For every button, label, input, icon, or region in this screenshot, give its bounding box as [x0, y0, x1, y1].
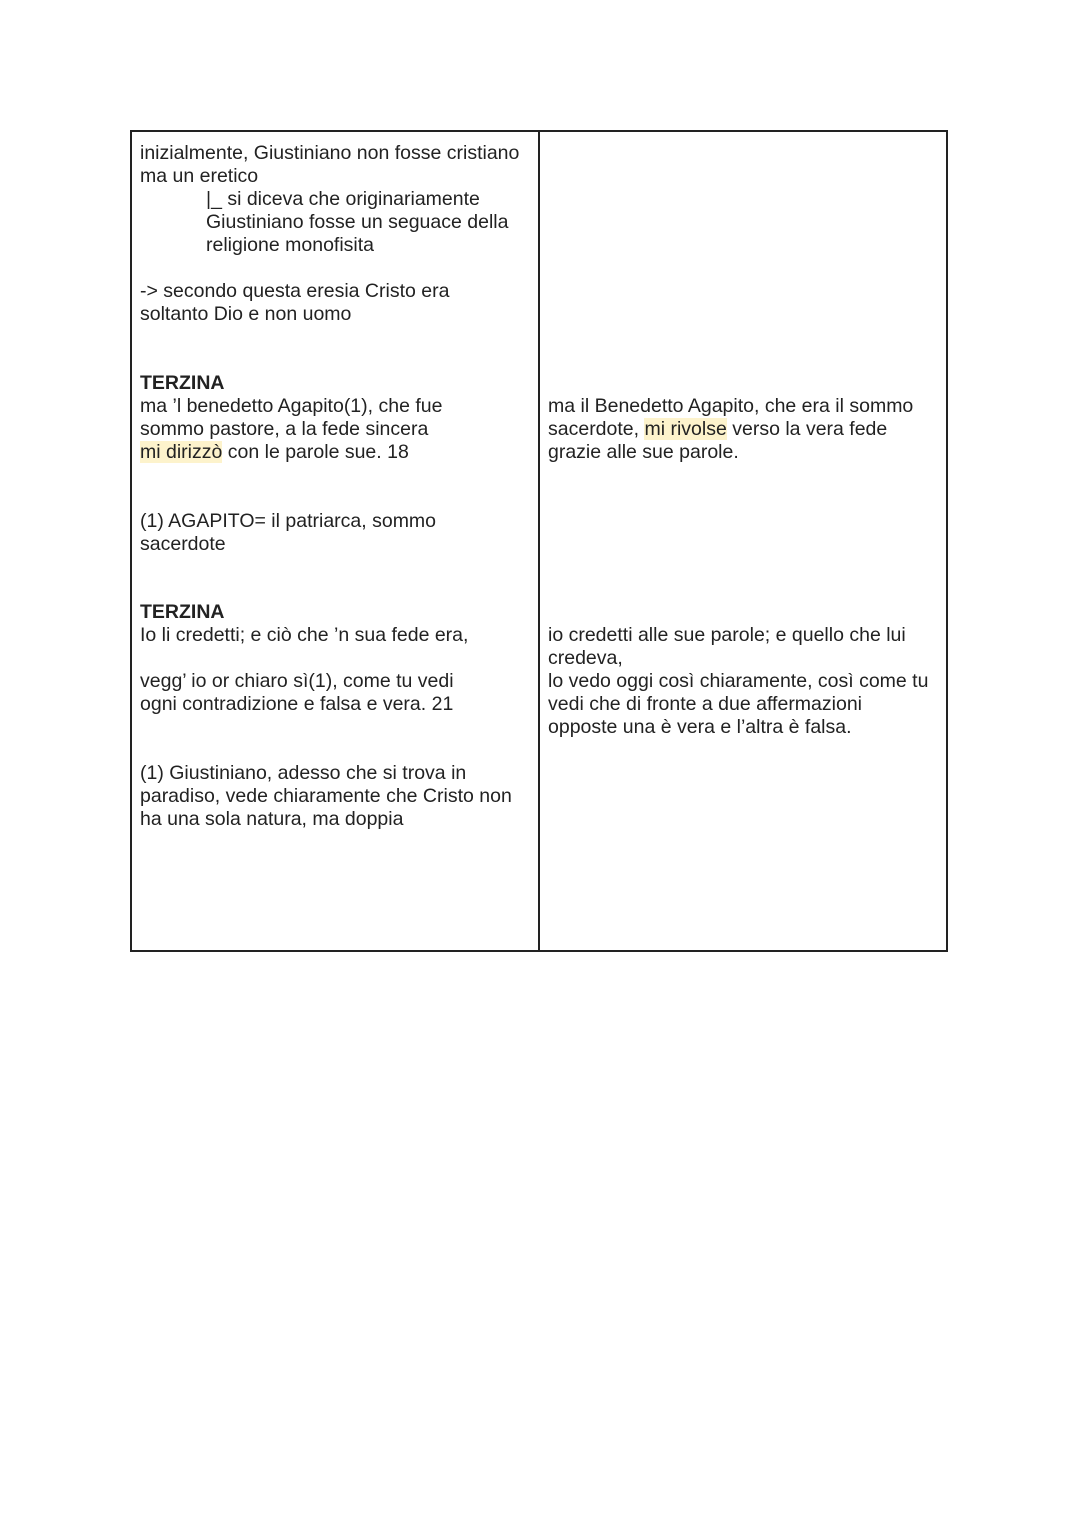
sub-note: |_ si diceva che originariamente Giustiniano fosse un seguace della religione monofisita [206, 188, 509, 256]
intro-paragraph: inizialmente, Giustiniano non fosse cristiano ma un eretico [140, 142, 520, 187]
terzina-block-2-head: TERZINA Io li credetti; e ciò che ’n sua fede era, [140, 601, 532, 647]
terzina-block-1: TERZINA ma ’l benedetto Agapito(1), che fue sommo pastore, a la fede sincera mi dirizzò con le parole sue. 18 [140, 372, 532, 464]
arrow-note: -> secondo questa eresia Cristo era soltanto Dio e non uomo [140, 280, 450, 325]
paraphrase-2: io credetti alle sue parole; e quello che lui credeva, lo vedo oggi così chiaramente, così come tu vedi che di fronte a due affermazioni opposte una è vera e l’altra è falsa. [548, 624, 929, 738]
highlighted-phrase: mi rivolse [644, 418, 727, 440]
footnote-agapito: (1) AGAPITO= il patriarca, sommo sacerdote [140, 510, 437, 555]
terzina-heading: TERZINA [140, 372, 225, 394]
terzina-block-2-verses: vegg’ io or chiaro sì(1), come tu vedi ogni contradizione e falsa e vera. 21 [140, 670, 454, 715]
notes-table [130, 130, 948, 952]
terzina-heading: TERZINA [140, 601, 225, 623]
paraphrase-column [540, 132, 946, 950]
original-text-column [132, 132, 540, 950]
paraphrase-1: ma il Benedetto Agapito, che era il sommo sacerdote, mi rivolse verso la vera fede grazie alle sue parole. [548, 395, 914, 463]
footnote-giustiniano: (1) Giustiniano, adesso che si trova in paradiso, vede chiaramente che Cristo non ha una sola natura, ma doppia [140, 762, 512, 830]
highlighted-phrase: mi dirizzò [140, 441, 223, 463]
